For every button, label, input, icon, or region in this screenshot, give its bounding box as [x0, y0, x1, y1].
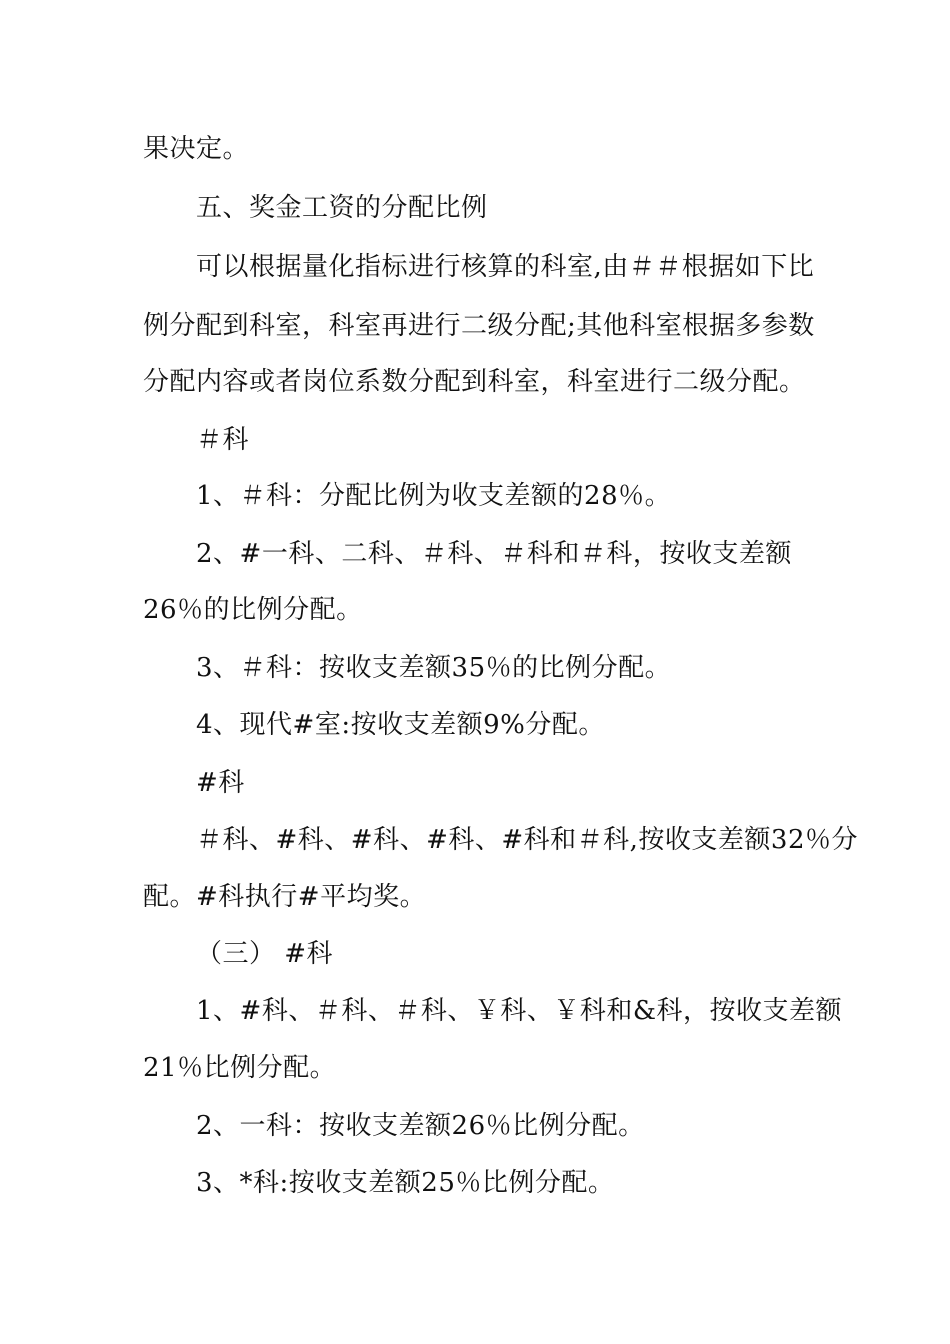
text-line: 21％比例分配。 [143, 1053, 337, 1083]
text-line: ＃科、#科、#科、#科、#科和＃科,按收支差额32％分 [196, 825, 858, 855]
text-line: 3、＃科：按收支差额35％的比例分配。 [196, 653, 672, 683]
text-line: 26％的比例分配。 [143, 595, 363, 625]
text-line: 1、#科、＃科、＃科、￥科、￥科和&科，按收支差额 [196, 996, 842, 1026]
section-heading: 五、奖金工资的分配比例 [196, 193, 488, 223]
subheading: （三） #科 [196, 939, 334, 969]
text-line: 分配内容或者岗位系数分配到科室，科室进行二级分配。 [143, 367, 806, 397]
subheading: #科 [196, 768, 245, 798]
text-line: 4、现代#室:按收支差额9%分配。 [196, 710, 605, 740]
text-line: 例分配到科室，科室再进行二级分配;其他科室根据多参数 [143, 311, 815, 341]
text-line: 可以根据量化指标进行核算的科室,由＃＃根据如下比 [196, 252, 815, 282]
text-line: 配。#科执行#平均奖。 [143, 882, 427, 912]
text-line: 2、一科：按收支差额26％比例分配。 [196, 1111, 645, 1141]
text-line: 果决定。 [143, 134, 250, 164]
text-line: 1、＃科：分配比例为收支差额的28％。 [196, 481, 672, 511]
subheading: ＃科 [196, 425, 250, 455]
text-line: 3、*科:按收支差额25％比例分配。 [196, 1168, 615, 1198]
text-line: 2、#一科、二科、＃科、＃科和＃科，按收支差额 [196, 539, 792, 569]
